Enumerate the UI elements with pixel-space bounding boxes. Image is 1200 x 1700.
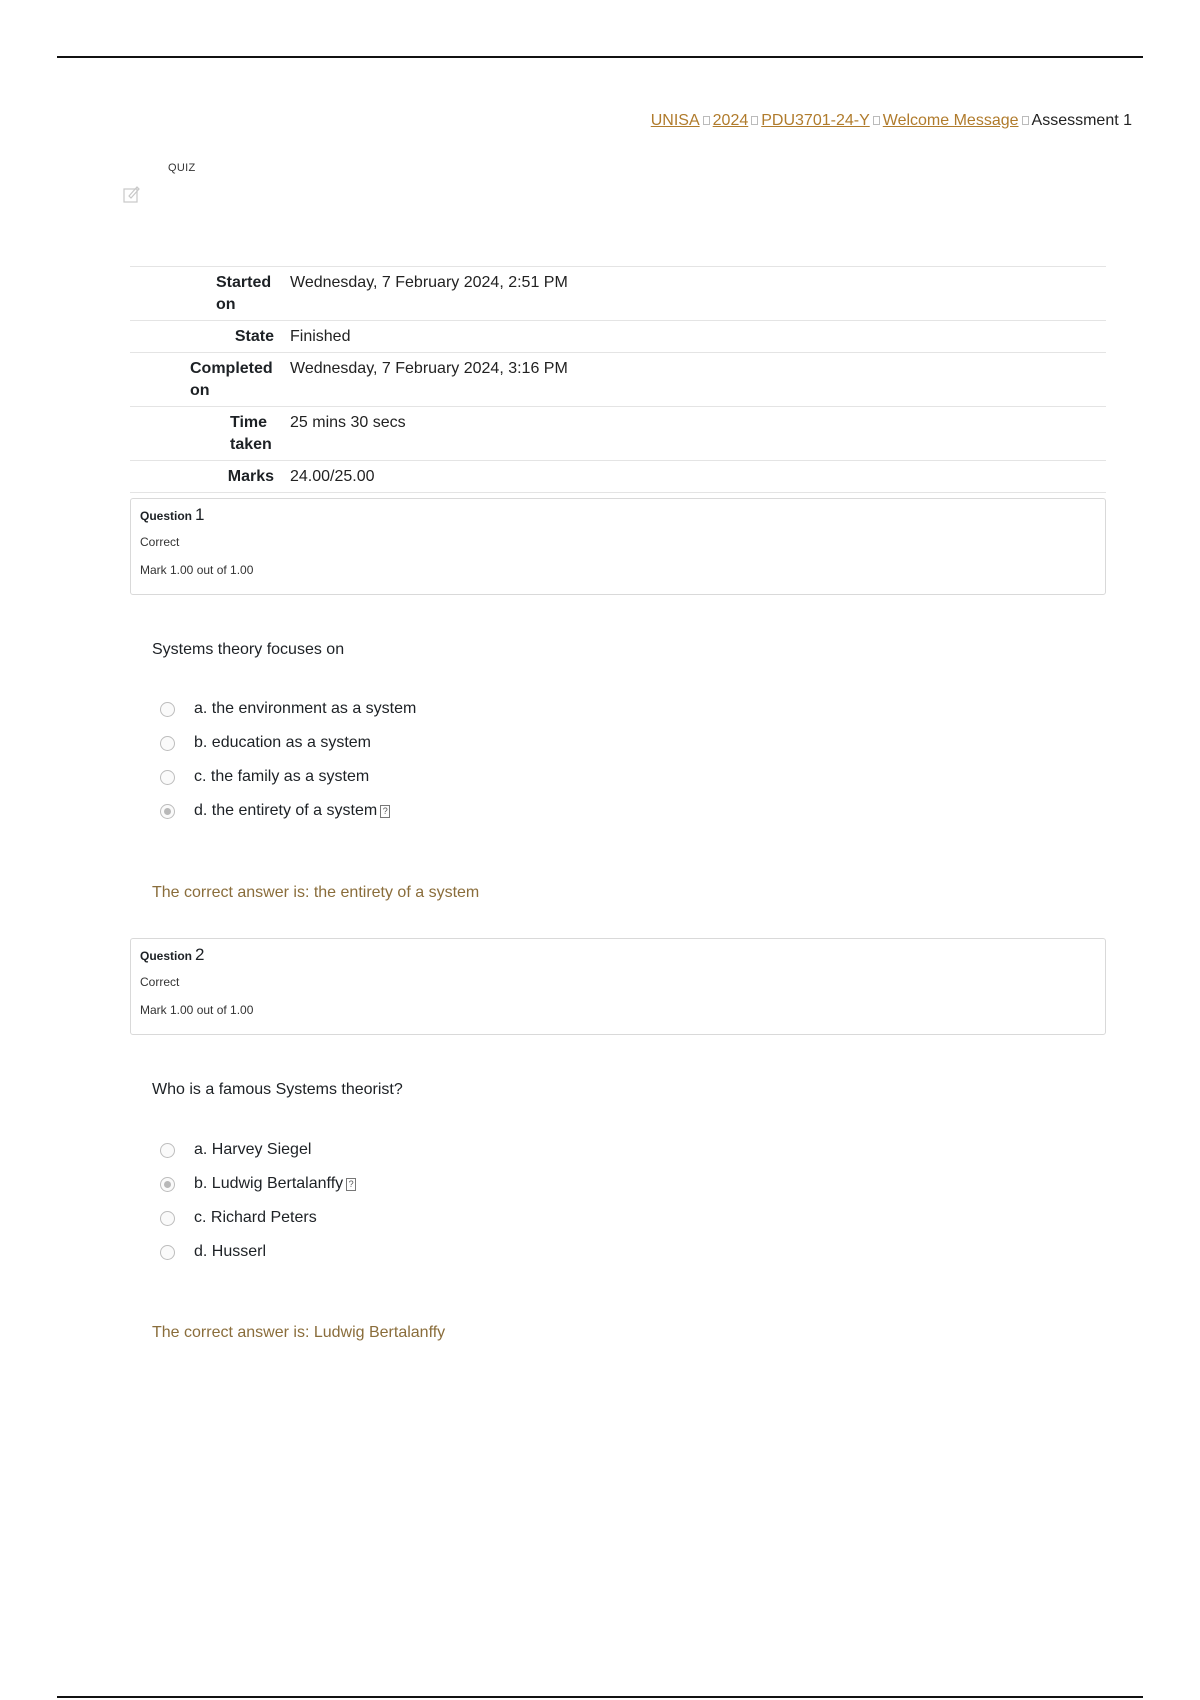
summary-row-marks xyxy=(130,461,1106,493)
breadcrumb-separator-icon xyxy=(703,116,710,125)
answer-option[interactable] xyxy=(160,794,416,828)
question-mark: Mark 1.00 out of 1.00 xyxy=(140,563,254,577)
answer-option[interactable] xyxy=(160,692,416,726)
summary-value-marks: 24.00/25.00 xyxy=(290,468,375,485)
question-number: 2 xyxy=(195,945,205,964)
correct-answer-feedback-2: The correct answer is: Ludwig Bertalanffy xyxy=(152,1324,446,1341)
breadcrumb-current: Assessment 1 xyxy=(1031,112,1132,129)
radio-button-selected[interactable] xyxy=(160,1177,175,1192)
summary-row-completed xyxy=(130,353,1106,407)
page-bottom-rule xyxy=(57,1696,1143,1698)
answer-label: c. the family as a system xyxy=(194,768,370,785)
breadcrumb-separator-icon xyxy=(873,116,880,125)
quiz-icon xyxy=(122,184,142,204)
answer-label: c. Richard Peters xyxy=(194,1209,317,1226)
breadcrumb-link-year[interactable]: 2024 xyxy=(712,112,749,129)
activity-type-label: QUIZ xyxy=(168,162,196,174)
radio-button-selected[interactable] xyxy=(160,804,175,819)
summary-row-time xyxy=(130,407,1106,461)
breadcrumb xyxy=(651,112,1132,130)
summary-label-completed: Completed on xyxy=(190,360,273,399)
breadcrumb-link-welcome[interactable]: Welcome Message xyxy=(882,112,1019,129)
summary-value-started: Wednesday, 7 February 2024, 2:51 PM xyxy=(290,274,568,291)
answer-list-1 xyxy=(160,692,416,828)
question-label: Question xyxy=(140,949,193,963)
correct-icon: ? xyxy=(380,805,390,818)
radio-button[interactable] xyxy=(160,736,175,751)
answer-label: d. Husserl xyxy=(194,1243,267,1260)
question-state: Correct xyxy=(140,975,180,989)
answer-label: a. Harvey Siegel xyxy=(194,1141,312,1158)
answer-option[interactable] xyxy=(160,1201,356,1235)
question-label: Question xyxy=(140,509,193,523)
radio-button[interactable] xyxy=(160,1211,175,1226)
attempt-summary-table xyxy=(130,266,1106,524)
breadcrumb-link-unisa[interactable]: UNISA xyxy=(650,112,700,129)
summary-label-state: State xyxy=(234,328,274,345)
summary-row-state xyxy=(130,321,1106,353)
answer-option[interactable] xyxy=(160,726,416,760)
answer-label: d. the entirety of a system xyxy=(194,802,378,819)
question-info-1 xyxy=(130,498,1106,595)
summary-row-started xyxy=(130,267,1106,321)
answer-label: b. Ludwig Bertalanffy xyxy=(194,1175,344,1192)
question-text-1: Systems theory focuses on xyxy=(152,641,345,658)
correct-answer-feedback-1: The correct answer is: the entirety of a system xyxy=(152,884,480,901)
answer-option[interactable] xyxy=(160,1133,356,1167)
breadcrumb-separator-icon xyxy=(751,116,758,125)
correct-icon: ? xyxy=(346,1178,356,1191)
answer-list-2 xyxy=(160,1133,356,1269)
answer-option[interactable] xyxy=(160,1235,356,1269)
answer-option[interactable] xyxy=(160,1167,356,1201)
answer-option[interactable] xyxy=(160,760,416,794)
page-top-rule xyxy=(57,56,1143,58)
question-info-2 xyxy=(130,938,1106,1035)
question-mark: Mark 1.00 out of 1.00 xyxy=(140,1003,254,1017)
radio-button[interactable] xyxy=(160,1245,175,1260)
question-number: 1 xyxy=(195,505,205,524)
radio-button[interactable] xyxy=(160,1143,175,1158)
breadcrumb-link-course[interactable]: PDU3701-24-Y xyxy=(761,112,870,129)
summary-label-time: Time taken xyxy=(230,414,272,453)
radio-button[interactable] xyxy=(160,702,175,717)
breadcrumb-separator-icon xyxy=(1022,116,1029,125)
summary-label-marks: Marks xyxy=(227,468,274,485)
answer-label: b. education as a system xyxy=(194,734,371,751)
summary-value-state: Finished xyxy=(290,328,351,345)
summary-value-completed: Wednesday, 7 February 2024, 3:16 PM xyxy=(290,360,568,377)
question-state: Correct xyxy=(140,535,180,549)
radio-button[interactable] xyxy=(160,770,175,785)
answer-label: a. the environment as a system xyxy=(194,700,417,717)
summary-label-started: Started on xyxy=(216,274,272,313)
question-text-2: Who is a famous Systems theorist? xyxy=(152,1081,403,1098)
summary-value-time: 25 mins 30 secs xyxy=(290,414,406,431)
